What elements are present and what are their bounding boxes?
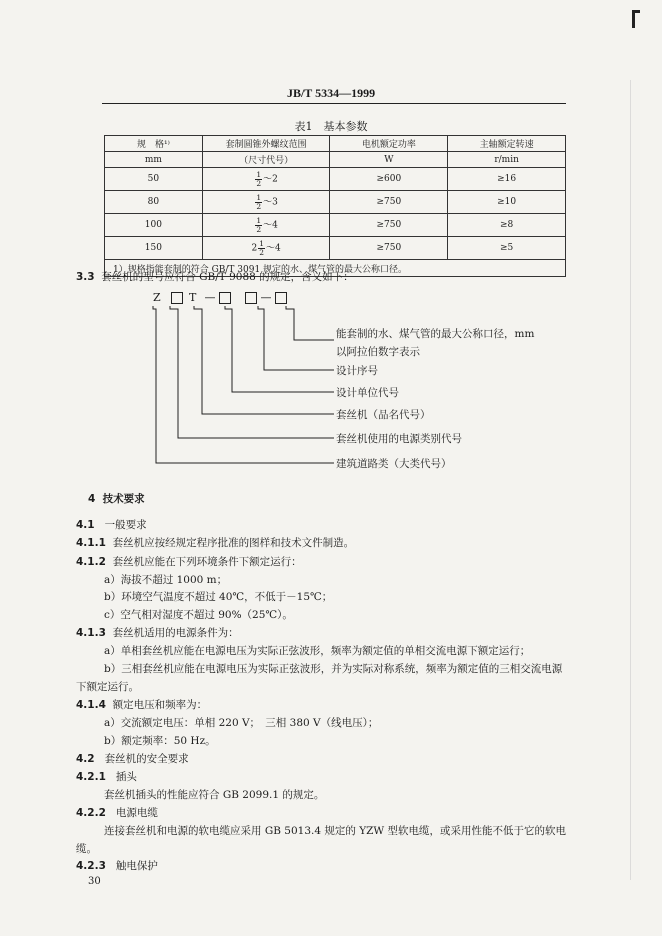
page-number: 30 xyxy=(88,876,101,887)
list-item: c）空气相对湿度不超过 90%（25℃）。 xyxy=(104,609,293,621)
paragraph: 套丝机的型号应符合 GB/T 9088 的规定，含义如下： xyxy=(101,271,354,283)
label-product-code: 套丝机（品名代号） xyxy=(336,409,431,421)
cell-size: 80 xyxy=(105,191,203,214)
section-4-1-3: 4.1.3 套丝机适用的电源条件为： xyxy=(76,627,239,639)
cell-power: ≥600 xyxy=(330,168,448,191)
cell-speed: ≥8 xyxy=(448,214,566,237)
section-4-2: 4.2 套丝机的安全要求 xyxy=(76,753,189,765)
list-item: b）额定频率：50 Hz。 xyxy=(104,735,216,747)
leader-line-category xyxy=(153,306,334,463)
code-z: Z xyxy=(153,291,161,304)
section-4-2-1: 4.2.1 插头 xyxy=(76,771,137,783)
standard-code-header: JB/T 5334—1999 xyxy=(286,86,376,100)
col-header-thread-range: 套制圆锥外螺纹范围 xyxy=(202,136,330,152)
col-unit-spindle-speed: r/min xyxy=(448,152,566,168)
label-category-code: 建筑道路类（大类代号） xyxy=(336,458,452,470)
fraction: $\frac{1}{2}$ xyxy=(256,170,262,188)
leader-line-unit xyxy=(225,306,334,392)
code-dash: — xyxy=(204,291,216,304)
fraction: $\frac{1}{2}$ xyxy=(256,193,262,211)
table-footnote: 1）规格指能套制的符合 GB/T 3091 规定的水、煤气管的最大公称口径。 xyxy=(105,260,566,277)
col-header-size: 规 格¹⁾ xyxy=(105,136,203,152)
section-4-1-1: 4.1.1 套丝机应按经规定程序批准的图样和技术文件制造。 xyxy=(76,537,355,549)
section-4-1-2: 4.1.2 套丝机应能在下列环境条件下额定运行： xyxy=(76,556,302,568)
cell-power: ≥750 xyxy=(330,237,448,260)
cell-thread-range: $\frac{1}{2}$ ～2 xyxy=(202,168,330,191)
col-header-spindle-speed: 主轴额定转速 xyxy=(448,136,566,152)
label-arabic-digits: 以阿拉伯数字表示 xyxy=(336,346,420,358)
cell-size: 50 xyxy=(105,168,203,191)
paragraph-continued: 缆。 xyxy=(76,843,97,855)
label-max-pipe-size: 能套制的水、煤气管的最大公称口径，mm xyxy=(336,328,535,340)
label-design-unit: 设计单位代号 xyxy=(336,387,399,399)
code-dash: — xyxy=(260,291,272,304)
cell-speed: ≥5 xyxy=(448,237,566,260)
cell-size: 150 xyxy=(105,237,203,260)
col-unit-size: mm xyxy=(105,152,203,168)
cell-thread-range: 2 $\frac{1}{2}$ ～4 xyxy=(202,237,330,260)
code-t: T xyxy=(189,291,197,304)
col-header-motor-power: 电机额定功率 xyxy=(330,136,448,152)
cell-thread-range: $\frac{1}{2}$ ～4 xyxy=(202,214,330,237)
section-4-2-3: 4.2.3 触电保护 xyxy=(76,860,158,872)
cell-size: 100 xyxy=(105,214,203,237)
section-4-1: 4.1 一般要求 xyxy=(76,519,147,531)
list-item: a）单相套丝机应能在电源电压为实际正弦波形，频率为额定值的单相交流电源下额定运行； xyxy=(104,645,531,657)
paragraph: 套丝机插头的性能应符合 GB 2099.1 的规定。 xyxy=(104,789,325,801)
list-item: a）交流额定电压：单相 220 V； 三相 380 V（线电压）； xyxy=(104,717,379,729)
paragraph: 连接套丝机和电源的软电缆应采用 GB 5013.4 规定的 YZW 型软电缆，或采用性能不低于它的软电 xyxy=(104,825,567,837)
fraction: $\frac{1}{2}$ xyxy=(256,216,262,234)
col-unit-motor-power: W xyxy=(330,152,448,168)
col-unit-thread-range: （尺寸代号） xyxy=(202,152,330,168)
leader-line-seq xyxy=(258,306,334,370)
section-number: 3.3 xyxy=(76,271,95,283)
leader-line-size xyxy=(286,306,334,340)
cell-power: ≥750 xyxy=(330,214,448,237)
list-item-continued: 下额定运行。 xyxy=(76,681,139,693)
list-item: a）海拔不超过 1000 m； xyxy=(104,574,228,586)
label-power-code: 套丝机使用的电源类别代号 xyxy=(336,433,462,445)
section-4-heading: 4 技术要求 xyxy=(88,493,145,505)
cell-speed: ≥10 xyxy=(448,191,566,214)
cell-thread-range: $\frac{1}{2}$ ～3 xyxy=(202,191,330,214)
leader-line-power xyxy=(170,306,334,438)
list-item: b）三相套丝机应能在电源电压为实际正弦波形，并为实际对称系统，频率为额定值的三相交流电源 xyxy=(104,663,563,675)
cell-speed: ≥16 xyxy=(448,168,566,191)
cell-power: ≥750 xyxy=(330,191,448,214)
label-design-seq: 设计序号 xyxy=(336,365,378,377)
table-caption: 表1 基本参数 xyxy=(294,120,368,133)
section-4-1-4: 4.1.4 额定电压和频率为： xyxy=(76,699,208,711)
list-item: b）环境空气温度不超过 40℃，不低于－15℃； xyxy=(104,591,333,603)
section-4-2-2: 4.2.2 电源电缆 xyxy=(76,807,158,819)
fraction: $\frac{1}{2}$ xyxy=(259,239,265,257)
